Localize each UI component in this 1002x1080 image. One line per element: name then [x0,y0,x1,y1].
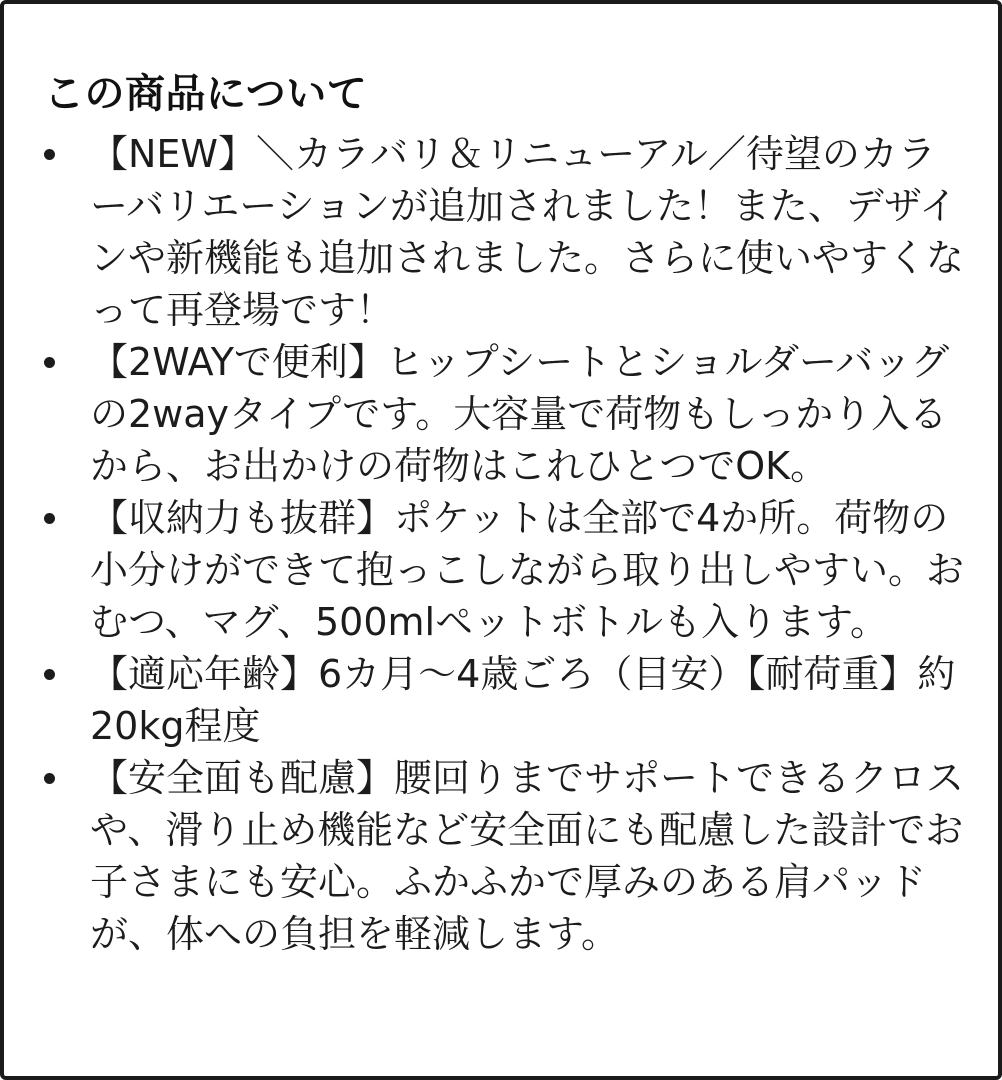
feature-item-2way [44,336,964,492]
feature-item-age [44,648,964,752]
feature-text: 【2WAYで便利】ヒップシートとショルダーバッグの2wayタイプです。大容量で荷物もしっかり入るから、お出かけの荷物はこれひとつでOK。 [90,340,950,488]
feature-text: 【収納力も抜群】ポケットは全部で4か所。荷物の小分けができて抱っこしながら取り出しやすい。おむつ、マグ、500mlペットボトルも入ります。 [90,496,965,644]
feature-item-storage [44,492,964,648]
bullet-icon [44,513,55,524]
feature-text: 【安全面も配慮】腰回りまでサポートできるクロスや、滑り止め機能など安全面にも配慮した設計でお子さまにも安心。ふかふかで厚みのある肩パッドが、体への負担を軽減します。 [90,756,965,956]
bullet-icon [44,149,55,160]
bullet-icon [44,669,55,680]
product-description [44,66,964,960]
feature-list [44,128,964,960]
section-title: この商品について [44,71,368,117]
feature-item-new [44,128,964,336]
bullet-icon [44,773,55,784]
feature-text: 【NEW】＼カラバリ＆リニューアル／待望のカラーバリエーションが追加されました！また、デザインや新機能も追加されました。さらに使いやすくなって再登場です！ [90,132,965,332]
feature-item-safety [44,752,964,960]
bullet-icon [44,357,55,368]
feature-text: 【適応年齢】6カ月〜4歳ごろ（目安）【耐荷重】約20kg程度 [90,652,956,748]
